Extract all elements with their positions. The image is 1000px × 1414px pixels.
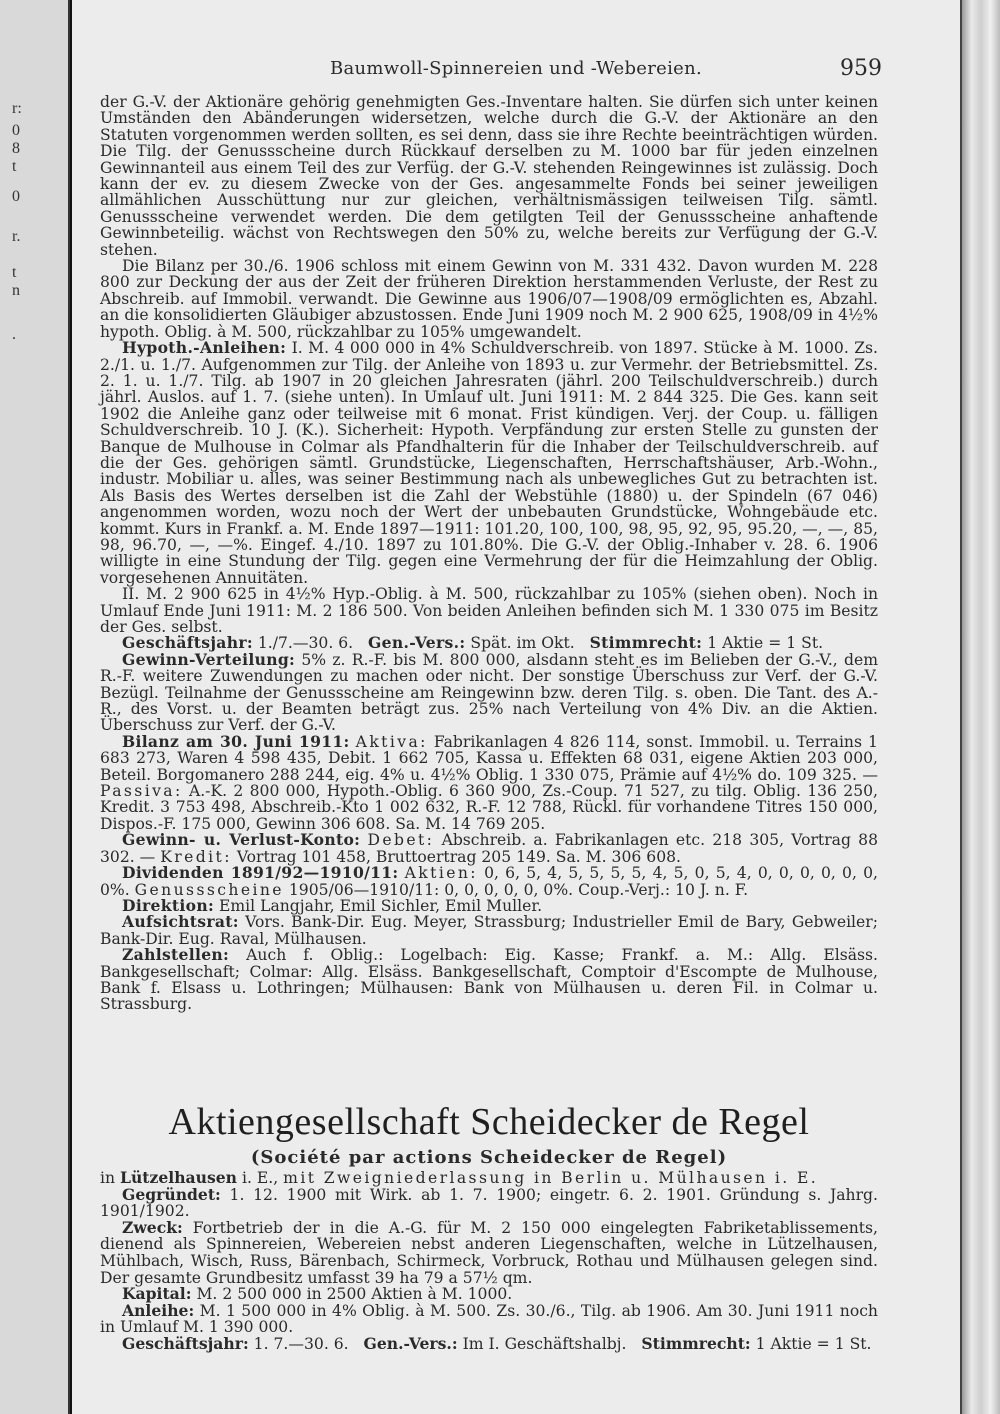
bilanz-aktiva-text: Fabrikanlagen 4 826 114, sonst. Immobil. u. Terrains 1 683 273, Waren 4 598 435, Debit. 1 662 705, Kassa u. Effekten 68 031, eigene Aktien 203 000, Beteil. Borgomanero 288 244, eig. 4% u. 4½% Oblig. 1 330 075, Prämie auf 4½% do. 109 325. — [100, 732, 878, 784]
paragraph-aufsichtsrat [100, 914, 878, 947]
gegruendet-text: 1. 12. 1900 mit Wirk. ab 1. 7. 1900; eingetr. 6. 2. 1901. Gründung s. Jahrg. 1901/1902. [100, 1185, 878, 1221]
kapital-text: M. 2 500 000 in 2500 Aktien à M. 1000. [196, 1285, 513, 1304]
running-title: Baumwoll-Spinnereien und -Webereien. [329, 58, 703, 79]
geschaeftsjahr-text: 1./7.—30. 6. [257, 634, 354, 653]
book-page [72, 0, 960, 1414]
div-genuss-text: 1905/06—1910/11: 0, 0, 0, 0, 0, 0%. Coup.-Verj.: 10 J. n. F. [288, 880, 749, 899]
label-geschaeftsjahr: Geschäftsjahr: [122, 633, 253, 653]
label-hypoth-anleihen: Hypoth.-Anleihen: [122, 338, 287, 358]
label-gewinn-verlust: Gewinn- u. Verlust-Konto: [122, 830, 361, 850]
label-gegruendet: Gegründet: [122, 1184, 221, 1204]
paragraph-anleihe [100, 1300, 878, 1337]
company-entry [100, 1170, 878, 1353]
page-number: 959 [840, 56, 882, 81]
passiva-word: Passiva: [100, 782, 183, 801]
aufsichtsrat-text: Vors. Bank-Dir. Eug. Meyer, Strassburg; Industrieller Emil de Bary, Gebweiler; Bank-Dir. Eug. Raval, Mülhausen. [100, 913, 878, 948]
margin-fragment: . [12, 326, 16, 343]
label-kapital: Kapital: [122, 1284, 192, 1304]
label-gen-vers-2: Gen.-Vers.: [363, 1333, 458, 1353]
aktien-word: Aktien: [404, 864, 478, 883]
paragraph-bilanz-1906: Die Bilanz per 30./6. 1906 schloss mit einem Gewinn von M. 331 432. Davon wurden M. 228 800 zur Deckung der aus der Zeit der früheren Direktion herstammenden Verluste, der Rest zu Abschreib. auf Immobil. verwandt. Die Gewinne aus 1906/07—1908/09 ermöglichten es, Abzahl. an die konsolidierten Gläubiger abzustossen. Ende Juni 1909 noch M. 2 900 625, 1908/09 in 4½% hypoth. Oblig. à M. 500, rückzahlbar zu 105% umgewandelt. [100, 257, 878, 341]
paragraph-dividenden [100, 865, 878, 898]
gen-vers-2-text: Im I. Geschäftshalbj. [462, 1334, 627, 1353]
label-zweck: Zweck: [122, 1217, 183, 1237]
company-place: Lützelhausen [120, 1168, 238, 1187]
genussscheine-word: Genussscheine [134, 880, 284, 899]
bilanz-passiva-text: A.-K. 2 800 000, Hypoth.-Oblig. 6 360 900, Zs.-Coup. 71 527, zu tilg. Oblig. 136 250, Kredit. 3 753 498, Abschreib.-Kto 1 002 632, R.-F. 12 788, Rückl. für vorhandene Titres 150 000, Dispos.-F. 175 000, Gewinn 306 608. Sa. M. 14 769 205. [100, 782, 878, 833]
margin-fragment: 0 [12, 188, 20, 205]
paragraph-zweck [100, 1217, 878, 1287]
label-zahlstellen: Zahlstellen: [122, 945, 230, 965]
div-aktien-text: 0, 6, 5, 4, 5, 5, 5, 5, 4, 5, 0, 5, 4, 0, 0, 0, 0, 0, 0, 0%. [100, 864, 878, 899]
margin-fragment: 8 [12, 140, 20, 157]
label-gewinn-verteilung: Gewinn-Verteilung: [122, 649, 296, 669]
paragraph-hypoth-anleihen [100, 340, 878, 586]
margin-fragment: n [12, 282, 20, 299]
paragraph-zahlstellen [100, 947, 878, 1013]
aktiva-word: Aktiva: [355, 732, 428, 751]
stimmrecht-2-text: 1 Aktie = 1 St. [755, 1334, 872, 1353]
company-subtitle: (Société par actions Scheidecker de Regel) [250, 1147, 728, 1168]
guv-kredit-text: Vortrag 101 458, Bruttoertrag 205 149. Sa. M. 306 608. [236, 847, 681, 866]
label-anleihe: Anleihe: [122, 1300, 195, 1320]
margin-fragment: r: [12, 100, 22, 117]
margin-fragment: t [12, 158, 17, 175]
kredit-word: Kredit: [160, 847, 232, 866]
paragraph-gegruendet [100, 1184, 878, 1221]
company-title: Aktiengesellschaft Scheidecker de Regel [168, 1101, 810, 1143]
zweck-text: Fortbetrieb der in die A.-G. für M. 2 150 000 eingelegten Fabriketablissements, dienend als Spinnereien, Webereien nebst anderen Liegenschaften, welche in Lützelhausen, Mühlbach, Wisch, Russ, Bärenbach, Schirmeck, Vorbruck, Rothau und Mülhausen gelegen sind. Der gesamte Grundbesitz umfasst 39 ha 79 a 57½ qm. [100, 1218, 878, 1287]
guv-debet-text: Abschreib. a. Fabrikanlagen etc. 218 305, Vortrag 88 302. — [100, 831, 878, 866]
direktion-text: Emil Langjahr, Emil Sichler, Emil Muller. [218, 896, 543, 915]
in-word: in [100, 1169, 116, 1187]
book-page-edges [960, 0, 1000, 1414]
label-aufsichtsrat: Aufsichtsrat: [122, 912, 239, 932]
margin-fragment: r. [12, 228, 21, 245]
label-direktion: Direktion: [122, 895, 215, 915]
paragraph-genussscheine: der G.-V. der Aktionäre gehörig genehmigten Ges.-Inventare halten. Sie dürfen sich unter keinen Umständen den Abänderungen widersetzen, welche durch die G.-V. der Aktionäre an den Statuten vorgenommen werden sollten, es sei denn, dass sie ihre Rechte beeinträchtigen würden. Die Tilg. der Genussscheine durch Rückkauf derselben zu M. 1000 bar für jeden einzelnen Gewinnanteil aus einem Teil des zur Verfüg. der G.-V. stehenden Reingewinnes ist zulässig. Doch kann der ev. zu diesem Zwecke von der Ges. angesammelte Fonds bei seiner jeweiligen allmählichen Ausschüttung nur zur gleichen, verhältnismässigen teilweisen Tilg. sämtl. Genussscheine verwendet werden. Die dem getilgten Teil der Genussscheine anhaftende Gewinnbeteilig. wächst von Rechtswegen den 50% zu, welche bereits zur Verfügung der G.-V. stehen. [100, 93, 878, 259]
company-heading [100, 1100, 878, 1170]
branch-text: mit Zweigniederlassung in Berlin u. Mülhausen i. E. [283, 1169, 819, 1187]
label-stimmrecht-2: Stimmrecht: [641, 1333, 751, 1353]
label-geschaeftsjahr-2: Geschäftsjahr: [122, 1333, 249, 1353]
label-stimmrecht: Stimmrecht: [589, 633, 703, 653]
entry-continuation [100, 94, 878, 1013]
paragraph-gewinn-verlust [100, 832, 878, 865]
stimmrecht-text: 1 Aktie = 1 St. [707, 634, 824, 653]
zahlstellen-text: Auch f. Oblig.: Logelbach: Eig. Kasse; Frankf. a. M.: Allg. Elsäss. Bankgesellschaft; Colmar: Allg. Elsäss. Bankgesellschaft, Comptoir d'Escompte de Mulhouse, Bank f. Elsass u. Lothringen; Mülhausen: Bank von Mülhausen u. deren Fil. in Colmar u. Strassburg. [100, 946, 878, 1014]
label-gen-vers: Gen.-Vers.: [368, 633, 466, 653]
paragraph-gewinn-verteilung [100, 649, 878, 735]
label-dividenden: Dividenden 1891/92—1910/11: [122, 863, 399, 883]
label-bilanz: Bilanz am 30. Juni 1911: [122, 731, 350, 751]
paragraph-kapital [100, 1286, 878, 1303]
anleihe-text: M. 1 500 000 in 4% Oblig. à M. 500. Zs. 30./6., Tilg. ab 1906. Am 30. Juni 1911 noch in Umlauf M. 1 390 000. [100, 1301, 878, 1337]
margin-fragment: t [12, 264, 17, 281]
margin-fragment: 0 [12, 122, 20, 139]
hypoth-anleihen-text: I. M. 4 000 000 in 4% Schuldverschreib. von 1897. Stücke à M. 1000. Zs. 2./1. u. 1./7. Aufgenommen zur Tilg. der Anleihe von 1893 u. zur Vermehr. der Betriebsmittel. Zs. 2. 1. u. 1./7. Tilg. ab 1907 in 20 gleichen Jahresraten (jährl. 200 Teilschuldverschreib.) durch jährl. Auslos. auf 1. 7. (siehe unten). In Umlauf ult. Juni 1911: M. 2 844 325. Die Ges. kann seit 1902 die Anleihe ganz oder teilweise mit 6 monat. Frist kündigen. Verj. der Coup. u. fälligen Schuldverschreib. 10 J. (K.). Sicherheit: Hypoth. Verpfändung zur ersten Stelle zu gunsten der Banque de Mulhouse in Colmar als Pfandhalterin für die Inhaber der Teilschuldverschreib. auf die der Ges. gehörigen sämtl. Grundstücke, Liegenschaften, Herrschaftshäuser, Arb.-Wohn., industr. Mobiliar u. alles, was seiner Bestimmung nach als unbewegliches Gut zu betrachten ist. Als Basis des Wertes derselben ist die Zahl der Webstühle (1880) u. der Spindeln (67 046) angenommen worden, wozu noch der Wert der unbebauten Grundstücke, Wohngebäude etc. kommt. Kurs in Frankf. a. M. Ende 1897—1911: 101.20, 100, 100, 98, 95, 92, 95, 95.20, —, —, 85, 98, 96.70, —, —%. Eingef. 4./10. 1897 zu 101.80%. Die G.-V. der Oblig.-Inhaber v. 28. 6. 1906 willigte in eine Stundung der Tilg. gegen eine Vermehrung der für die Heimzahlung der Oblig. vorgesehenen Annuitäten. [100, 339, 878, 587]
gen-vers-text: Spät. im Okt. [470, 634, 575, 653]
place-suffix: i. E., [242, 1169, 279, 1187]
paragraph-geschaeftsjahr-2 [100, 1333, 878, 1353]
debet-word: Debet: [367, 831, 435, 850]
gewinn-verteilung-text: 5% z. R.-F. bis M. 800 000, alsdann steht es im Belieben der G.-V., dem R.-F. weitere Zuwendungen zu machen oder nicht. Der sonstige Überschuss zur Verf. der G.-V. Bezügl. Teilnahme der Genussscheine am Reingewinn bzw. deren Tilg. s. oben. Die Tant. des A.-R., des Vorst. u. der Beamten beträgt zus. 25% nach Verteilung von 4% Div. an die Aktien. Überschuss zur Verf. der G.-V. [100, 650, 878, 735]
paragraph-bilanz-1911 [100, 731, 878, 833]
geschaeftsjahr-2-text: 1. 7.—30. 6. [253, 1334, 349, 1353]
running-head [72, 58, 960, 84]
paragraph-anleihe-2: II. M. 2 900 625 in 4½% Hyp.-Oblig. à M. 500, rückzahlbar zu 105% (siehen oben). Noch in Umlauf Ende Juni 1911: M. 2 186 500. Von beiden Anleihen befinden sich M. 1 330 075 im Besitz der Ges. selbst. [100, 585, 878, 636]
adjacent-page-strip [0, 0, 70, 1414]
